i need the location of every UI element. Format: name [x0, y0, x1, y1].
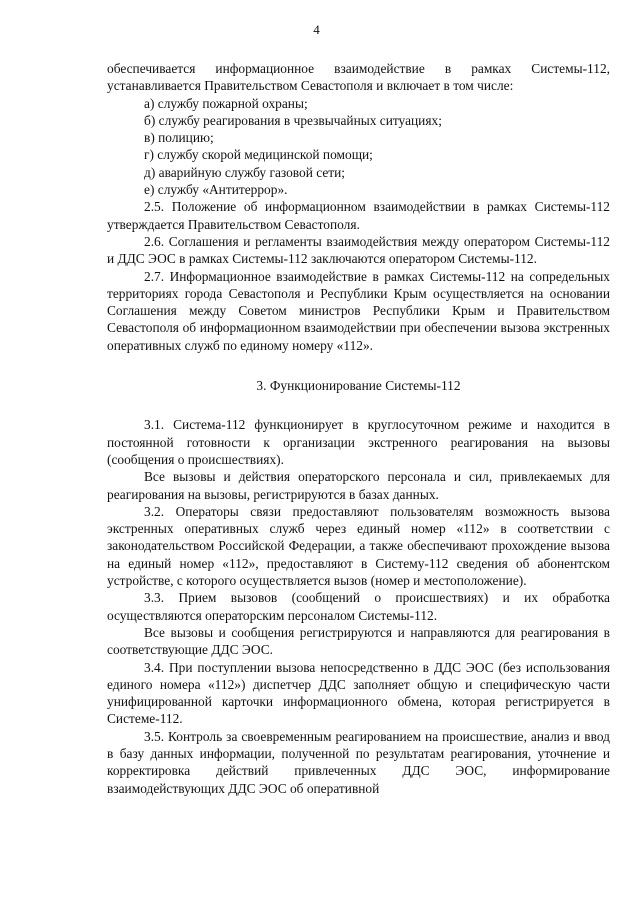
paragraph-3-3-continued: Все вызовы и сообщения регистрируются и направляются для реагирования в соответствующие ДДС ЭОС.	[107, 624, 610, 658]
page-number: 4	[313, 22, 320, 37]
paragraph-2-6: 2.6. Соглашения и регламенты взаимодействия между оператором Системы-112 и ДДС ЭОС в рамках Системы-112 заключаются оператором Системы-112.	[107, 233, 610, 267]
list-item-ambulance: г) службу скорой медицинской помощи;	[144, 147, 373, 163]
section-heading: 3. Функционирование Системы-112	[256, 378, 461, 394]
paragraph-3-4: 3.4. При поступлении вызова непосредственно в ДДС ЭОС (без использования единого номера «112») диспетчер ДДС заполняет общую и специфическую части унифицированной карточки информационного обмена, которая регистрируется в Системе-112.	[107, 659, 610, 727]
list-item-gas-service: д) аварийную службу газовой сети;	[144, 164, 346, 180]
paragraph-3-5: 3.5. Контроль за своевременным реагированием на происшествие, анализ и ввод в базу данных информации, полученной по результатам реагирования, уточнение и корректировка действий привлеченных ДДС ЭОС, информирование взаимодействующих ДДС ЭОС об оперативной	[107, 728, 610, 796]
paragraph-continuation: обеспечивается информационное взаимодействие в рамках Системы-112, устанавливается Правительством Севастополя и включает в том числе:	[107, 61, 610, 94]
list-item-antiterror: е) службу «Антитеррор».	[144, 182, 288, 198]
paragraph-3-1: 3.1. Система-112 функционирует в круглосуточном режиме и находится в постоянной готовности к организации экстренного реагирования на вызовы (сообщения о происшествиях).	[107, 417, 610, 467]
paragraph-3-1-continued: Все вызовы и действия операторского персонала и сил, привлекаемых для реагирования на вызовы, регистрируются в базах данных.	[107, 469, 610, 502]
list-item-fire-service: а) службу пожарной охраны;	[144, 95, 308, 111]
paragraph-3-2: 3.2. Операторы связи предоставляют пользователям возможность вызова экстренных оперативных служб через единый номер «112» в соответствии с законодательством Российской Федерации, а также обеспечивают прохождение вызова на единый номер «112», предоставляют в Систему-112 сведения об абонентском устройстве, с которого осуществляется вызов (номер и местоположение).	[107, 503, 610, 589]
list-item-police: в) полицию;	[144, 130, 214, 146]
paragraph-2-5: 2.5. Положение об информационном взаимодействии в рамках Системы-112 утверждается Правительством Севастополя.	[107, 199, 610, 232]
paragraph-3-3: 3.3. Прием вызовов (сообщений о происшествиях) и их обработка осуществляются операторским персоналом Системы-112.	[107, 590, 610, 623]
paragraph-2-7: 2.7. Информационное взаимодействие в рамках Системы-112 на сопредельных территориях города Севастополя и Республики Крым осуществляется на основании Соглашения между Советом министров Республики Крым и Правительством Севастополя об информационном взаимодействии при обеспечении вызова экстренных оперативных служб по единому номеру «112».	[107, 268, 610, 353]
document-body	[107, 60, 610, 797]
list-item-emergency-service: б) службу реагирования в чрезвычайных ситуациях;	[144, 112, 442, 128]
